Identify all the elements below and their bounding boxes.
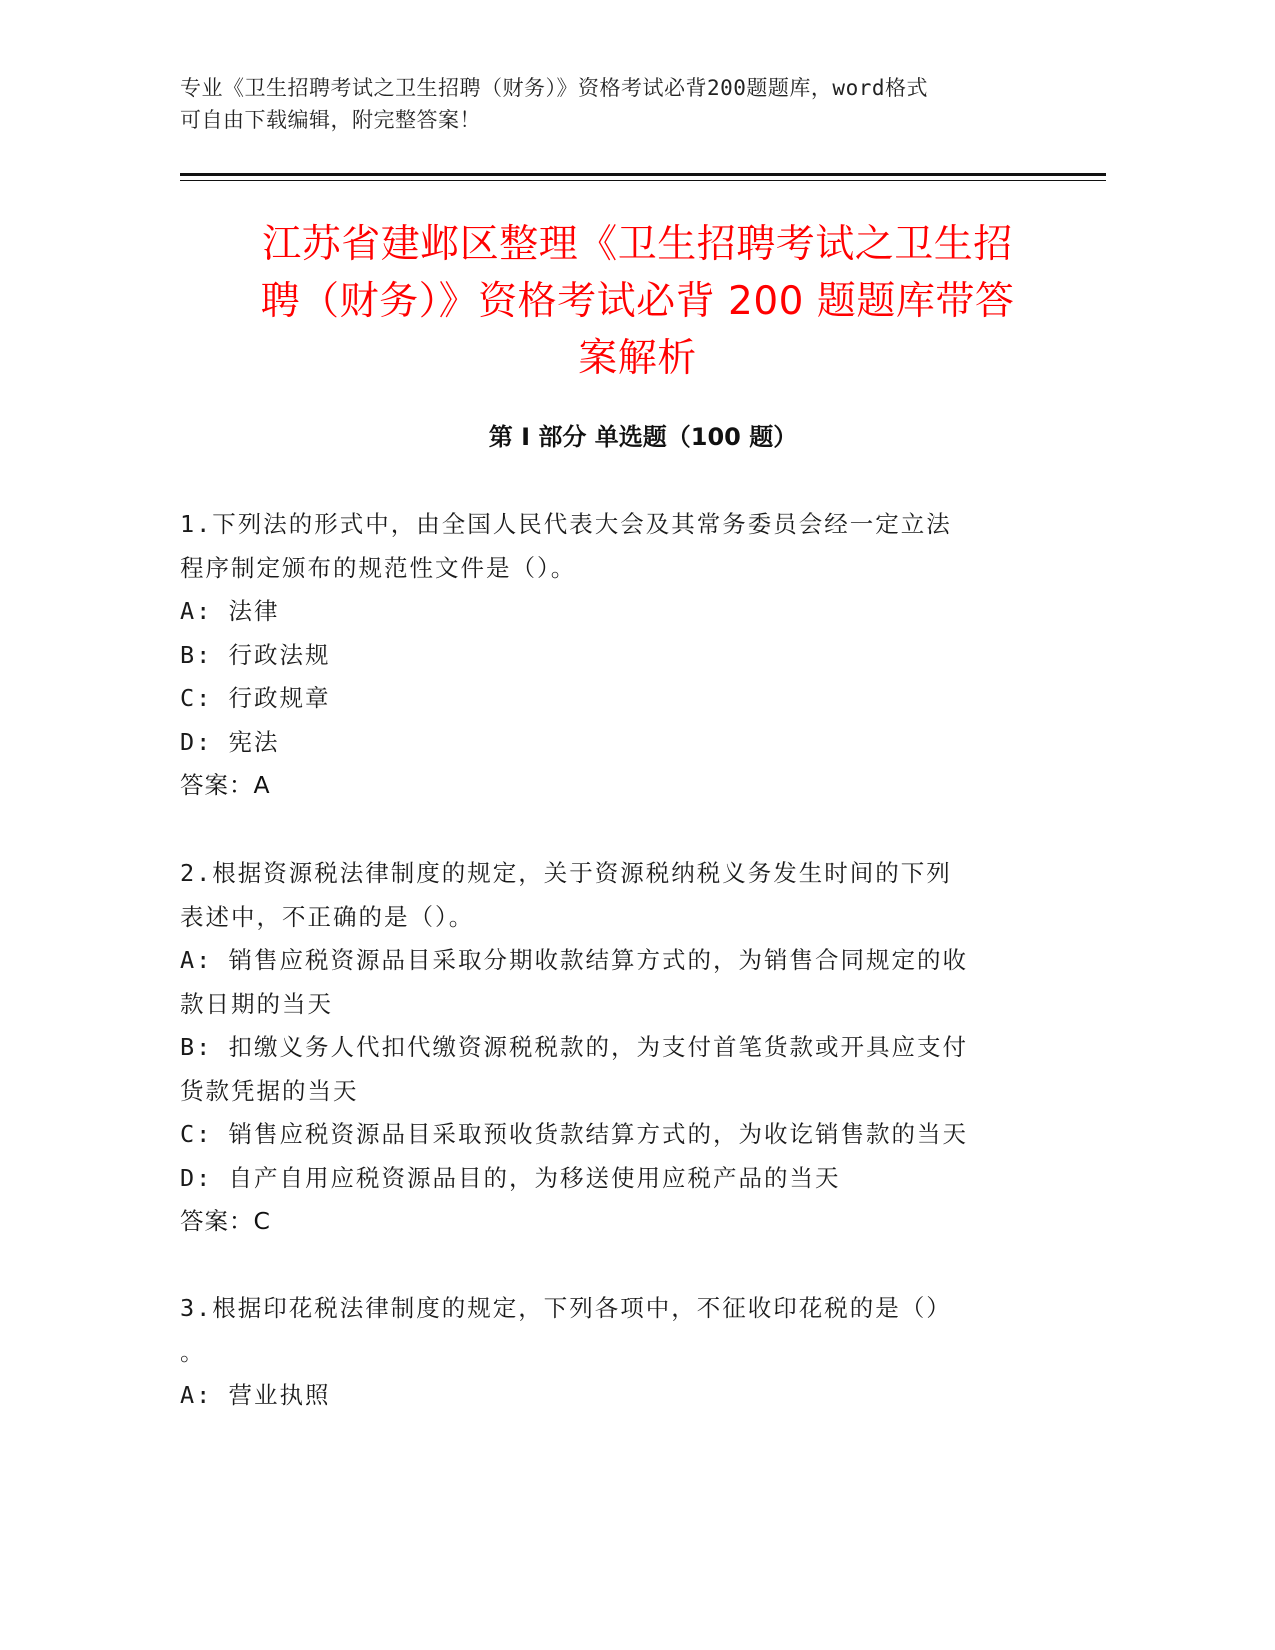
option-c: C: 销售应税资源品目采取预收货款结算方式的，为收讫销售款的当天 — [180, 1120, 968, 1148]
answer-key: 答案：A — [180, 771, 271, 799]
header-note — [180, 72, 1080, 136]
question-item — [180, 1287, 1030, 1418]
option-b: B: 行政法规 — [180, 640, 331, 669]
question-stem-line: 3.根据印花税法律制度的规定，下列各项中，不征收印花税的是（） — [180, 1294, 952, 1322]
option-a-continued: 款日期的当天 — [180, 989, 333, 1018]
document-title — [185, 216, 1090, 387]
option-a: A: 法律 — [180, 597, 280, 625]
option-a: A: 销售应税资源品目采取分期收款结算方式的，为销售合同规定的收 — [180, 946, 968, 974]
option-c: C: 行政规章 — [180, 684, 331, 712]
header-note-line: 专业《卫生招聘考试之卫生招聘（财务）》资格考试必背200题题库，word格式 — [180, 76, 928, 100]
option-b-continued: 货款凭据的当天 — [180, 1076, 359, 1105]
title-line: 江苏省建邺区整理《卫生招聘考试之卫生招 — [262, 222, 1013, 267]
question-item — [180, 503, 1030, 808]
question-stem-line: 程序制定颁布的规范性文件是（）。 — [180, 553, 577, 582]
answer-key: 答案：C — [180, 1207, 271, 1235]
option-a: A: 营业执照 — [180, 1381, 331, 1409]
header-divider-thick — [180, 173, 1106, 176]
option-d: D: 自产自用应税资源品目的，为移送使用应税产品的当天 — [180, 1163, 841, 1192]
header-divider-thin — [180, 180, 1106, 181]
title-line: 案解析 — [578, 336, 697, 381]
question-stem-line: 2.根据资源税法律制度的规定，关于资源税纳税义务发生时间的下列 — [180, 859, 952, 887]
title-line: 聘（财务）》资格考试必背 200 题题库带答 — [260, 279, 1015, 324]
question-stem-line: 。 — [180, 1337, 206, 1366]
option-d: D: 宪法 — [180, 727, 280, 756]
section-title: 第 I 部分 单选题（100 题） — [488, 423, 798, 451]
question-stem-line: 1.下列法的形式中，由全国人民代表大会及其常务委员会经一定立法 — [180, 510, 952, 538]
question-stem-line: 表述中，不正确的是（）。 — [180, 902, 475, 931]
header-note-line: 可自由下载编辑，附完整答案！ — [180, 108, 481, 132]
question-item — [180, 852, 1030, 1244]
option-b: B: 扣缴义务人代扣代缴资源税税款的，为支付首笔货款或开具应支付 — [180, 1033, 968, 1061]
